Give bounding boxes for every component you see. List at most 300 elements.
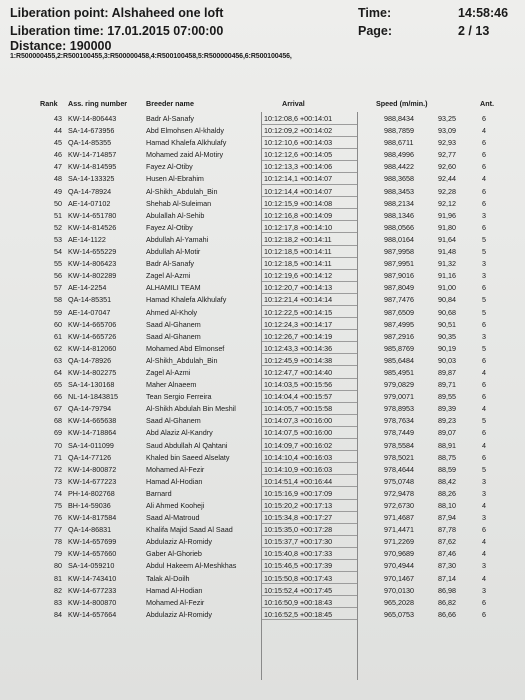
breeder-name-cell: Tean Sergio Ferreira: [146, 392, 212, 402]
ring-number-cell: QA-14-77126: [68, 452, 112, 462]
percent-cell: 89,07: [438, 428, 456, 438]
percent-cell: 89,55: [438, 392, 456, 402]
speed-cell: 978,7449: [384, 428, 414, 438]
ring-number-cell: KW-14-718864: [68, 428, 117, 438]
percent-cell: 88,59: [438, 464, 456, 474]
table-row: [0, 547, 525, 559]
percent-cell: 91,80: [438, 222, 456, 232]
arrival-cell: 10:14:10,4 +00:16:03: [264, 452, 333, 462]
breeder-name-cell: Mohamed Al-Fezir: [146, 464, 205, 474]
ant-cell: 5: [482, 234, 486, 244]
rank-cell: 54: [54, 247, 62, 257]
table-row: [0, 559, 525, 571]
column-header-ring: Ass. ring number: [68, 99, 128, 108]
ant-cell: 6: [482, 597, 486, 607]
time-label: Time:: [358, 6, 392, 20]
speed-cell: 971,4687: [384, 513, 414, 523]
table-row: [0, 293, 525, 305]
percent-cell: 90,03: [438, 355, 456, 365]
ring-number-cell: KW-14-714857: [68, 150, 117, 160]
speed-cell: 988,2134: [384, 198, 414, 208]
arrival-cell: 10:12:47,7 +00:14:40: [264, 367, 333, 377]
rank-cell: 60: [54, 319, 62, 329]
ant-cell: 3: [482, 585, 486, 595]
table-row: [0, 439, 525, 451]
ring-number-cell: QA-14-79794: [68, 404, 112, 414]
breeder-name-cell: Hamad Al-Hodian: [146, 585, 203, 595]
ant-cell: 6: [482, 428, 486, 438]
arrival-cell: 10:12:14,1 +00:14:07: [264, 174, 333, 184]
speed-cell: 978,7634: [384, 416, 414, 426]
breeder-name-cell: ALHAMILI TEAM: [146, 283, 201, 293]
speed-cell: 975,0748: [384, 476, 414, 486]
ant-cell: 6: [482, 380, 486, 390]
rank-cell: 76: [54, 513, 62, 523]
table-row: [0, 197, 525, 209]
arrival-cell: 10:15:46,5 +00:17:39: [264, 561, 333, 571]
arrival-cell: 10:14:03,5 +00:15:56: [264, 380, 333, 390]
table-row: [0, 185, 525, 197]
speed-cell: 988,3453: [384, 186, 414, 196]
arrival-cell: 10:16:50,9 +00:18:43: [264, 597, 333, 607]
ant-cell: 6: [482, 138, 486, 148]
ant-cell: 4: [482, 174, 486, 184]
percent-cell: 87,62: [438, 537, 456, 547]
rank-cell: 72: [54, 464, 62, 474]
ring-number-cell: KW-14-665638: [68, 416, 117, 426]
page-number: 2 / 13: [458, 24, 490, 38]
ring-number-cell: KW-14-814526: [68, 222, 117, 232]
rank-cell: 73: [54, 476, 62, 486]
ring-number-cell: PH-14-802768: [68, 488, 115, 498]
speed-cell: 988,7859: [384, 126, 414, 136]
ant-cell: 5: [482, 464, 486, 474]
speed-cell: 970,1467: [384, 573, 414, 583]
breeder-name-cell: Saad Al-Matroud: [146, 513, 200, 523]
ring-number-cell: KW-14-743410: [68, 573, 117, 583]
ring-number-cell: AE-14-1122: [68, 234, 106, 244]
percent-cell: 86,98: [438, 585, 456, 595]
speed-cell: 988,4996: [384, 150, 414, 160]
breeder-name-cell: Al-Shikh_Abdulah_Bin: [146, 186, 218, 196]
speed-cell: 987,4995: [384, 319, 414, 329]
percent-cell: 93,25: [438, 114, 456, 123]
table-row: [0, 499, 525, 511]
ant-cell: 6: [482, 283, 486, 293]
arrival-cell: 10:15:16,9 +00:17:09: [264, 488, 333, 498]
arrival-cell: 10:12:22,5 +00:14:15: [264, 307, 333, 317]
breeder-name-cell: Husen Al-Ebrahim: [146, 174, 204, 184]
rank-cell: 74: [54, 488, 62, 498]
rank-cell: 57: [54, 283, 62, 293]
percent-cell: 93,09: [438, 126, 456, 136]
arrival-cell: 10:12:10,6 +00:14:03: [264, 138, 333, 148]
table-row: [0, 402, 525, 414]
speed-cell: 978,5021: [384, 452, 414, 462]
breeder-name-cell: Saad Al-Ghanem: [146, 416, 201, 426]
percent-cell: 87,94: [438, 513, 456, 523]
rank-cell: 58: [54, 295, 62, 305]
speed-cell: 987,9958: [384, 247, 414, 257]
liberation-point: Liberation point: Alshaheed one loft: [10, 6, 224, 20]
ant-cell: 6: [482, 150, 486, 160]
percent-cell: 92,28: [438, 186, 456, 196]
speed-cell: 987,2916: [384, 331, 414, 341]
percent-cell: 86,82: [438, 597, 456, 607]
percent-cell: 92,93: [438, 138, 456, 148]
table-row: [0, 414, 525, 426]
ring-number-cell: KW-14-665706: [68, 319, 117, 329]
arrival-cell: 10:14:05,7 +00:15:58: [264, 404, 333, 414]
ant-cell: 4: [482, 126, 486, 136]
breeder-name-cell: Abdul Hakeem Al-Meshkhas: [146, 561, 237, 571]
breeder-name-cell: Al-Shikh Abdulah Bin Meshil: [146, 404, 236, 414]
percent-cell: 90,68: [438, 307, 456, 317]
ant-cell: 6: [482, 114, 486, 123]
rank-cell: 59: [54, 307, 62, 317]
table-row: [0, 257, 525, 269]
percent-cell: 90,84: [438, 295, 456, 305]
table-row: [0, 378, 525, 390]
rank-cell: 79: [54, 549, 62, 559]
ring-number-cell: KW-14-806423: [68, 259, 117, 269]
ant-cell: 5: [482, 247, 486, 257]
ring-number-cell: KW-14-800872: [68, 464, 117, 474]
ant-cell: 4: [482, 367, 486, 377]
table-row: [0, 245, 525, 257]
breeder-name-cell: Mohamed Abd Elmonsef: [146, 343, 225, 353]
rank-cell: 55: [54, 259, 62, 269]
ring-number-cell: KW-14-802275: [68, 367, 117, 377]
liberation-time: Liberation time: 17.01.2015 07:00:00: [10, 24, 224, 38]
rank-cell: 82: [54, 585, 62, 595]
speed-cell: 987,9016: [384, 271, 414, 281]
breeder-name-cell: Gaber Al-Ghorieb: [146, 549, 202, 559]
ant-cell: 4: [482, 404, 486, 414]
speed-cell: 972,9478: [384, 488, 414, 498]
rank-cell: 77: [54, 525, 62, 535]
rank-cell: 68: [54, 416, 62, 426]
rank-cell: 49: [54, 186, 62, 196]
speed-cell: 970,0130: [384, 585, 414, 595]
arrival-cell: 10:16:52,5 +00:18:45: [264, 609, 333, 619]
breeder-name-cell: Abdullah Al-Yamahi: [146, 234, 209, 244]
column-header-ant: Ant.: [480, 99, 494, 108]
header-right: [358, 4, 518, 40]
percent-cell: 91,00: [438, 283, 456, 293]
breeder-name-cell: Abdulaziz Al-Romidy: [146, 609, 212, 619]
speed-cell: 965,0753: [384, 609, 414, 619]
ring-number-cell: KW-14-657699: [68, 537, 117, 547]
table-row: [0, 487, 525, 499]
percent-cell: 89,39: [438, 404, 456, 414]
ant-cell: 5: [482, 295, 486, 305]
table-row: [0, 342, 525, 354]
ring-number-cell: KW-14-657664: [68, 609, 117, 619]
ring-number-cell: KW-14-817584: [68, 513, 117, 523]
breeder-name-cell: Saud Abdullah Al Qahtani: [146, 440, 228, 450]
rank-cell: 44: [54, 126, 62, 136]
arrival-cell: 10:12:43,3 +00:14:36: [264, 343, 333, 353]
ant-cell: 6: [482, 186, 486, 196]
ant-cell: 5: [482, 343, 486, 353]
arrival-cell: 10:12:12,6 +00:14:05: [264, 150, 333, 160]
rank-cell: 63: [54, 355, 62, 365]
percent-cell: 90,19: [438, 343, 456, 353]
ring-number-cell: KW-14-665726: [68, 331, 117, 341]
rank-cell: 45: [54, 138, 62, 148]
speed-cell: 987,9951: [384, 259, 414, 269]
ant-cell: 3: [482, 476, 486, 486]
arrival-cell: 10:12:18,5 +00:14:11: [264, 247, 332, 257]
breeder-name-cell: Abdullah Al-Motir: [146, 247, 201, 257]
percent-cell: 88,75: [438, 452, 456, 462]
table-row: [0, 136, 525, 148]
percent-cell: 92,77: [438, 150, 456, 160]
arrival-cell: 10:12:18,2 +00:14:11: [264, 234, 332, 244]
table-row: [0, 608, 525, 620]
arrival-cell: 10:14:07,3 +00:16:00: [264, 416, 333, 426]
column-header-rank: Rank: [40, 99, 58, 108]
table-row: [0, 306, 525, 318]
ant-cell: 3: [482, 259, 486, 269]
ring-number-cell: KW-14-806443: [68, 114, 117, 123]
ring-number-cell: SA-14-673956: [68, 126, 115, 136]
ant-cell: 6: [482, 525, 486, 535]
rank-cell: 53: [54, 234, 62, 244]
speed-cell: 971,4471: [384, 525, 414, 535]
ring-number-cell: SA-14-011099: [68, 440, 114, 450]
breeder-name-cell: Barnard: [146, 488, 172, 498]
header-left: [10, 4, 223, 40]
arrival-cell: 10:12:15,9 +00:14:08: [264, 198, 333, 208]
percent-cell: 90,51: [438, 319, 456, 329]
breeder-name-cell: Hamad Al-Hodian: [146, 476, 203, 486]
breeder-name-cell: Saad Al-Ghanem: [146, 319, 201, 329]
percent-cell: 92,60: [438, 162, 456, 172]
ring-number-cell: QA-14-86831: [68, 525, 112, 535]
arrival-cell: 10:15:52,4 +00:17:45: [264, 585, 333, 595]
speed-cell: 965,2028: [384, 597, 414, 607]
breeder-name-cell: Zagel Al-Azmi: [146, 271, 191, 281]
speed-cell: 988,4422: [384, 162, 414, 172]
percent-cell: 89,87: [438, 367, 456, 377]
arrival-cell: 10:12:17,8 +00:14:10: [264, 222, 333, 232]
ring-number-cell: KW-14-655229: [68, 247, 117, 257]
speed-cell: 971,2269: [384, 537, 414, 547]
arrival-cell: 10:12:21,4 +00:14:14: [264, 295, 333, 305]
percent-cell: 88,26: [438, 488, 456, 498]
arrival-cell: 10:12:24,3 +00:14:17: [264, 319, 333, 329]
rank-cell: 65: [54, 380, 62, 390]
table-row: [0, 209, 525, 221]
ant-cell: 3: [482, 271, 486, 281]
table-row: [0, 269, 525, 281]
table-row: [0, 148, 525, 160]
table-row: [0, 390, 525, 402]
ring-number-cell: NL-14-1843815: [68, 392, 118, 402]
breeder-name-cell: Maher Alnaeem: [146, 380, 197, 390]
percent-cell: 87,14: [438, 573, 456, 583]
ring-number-cell: KW-14-814595: [68, 162, 117, 172]
percent-cell: 91,16: [438, 271, 456, 281]
breeder-name-cell: Fayez Al-Otiby: [146, 162, 193, 172]
table-row: [0, 366, 525, 378]
breeder-name-cell: Hamad Khalefa Alkhulafy: [146, 138, 227, 148]
speed-cell: 988,3658: [384, 174, 414, 184]
ant-cell: 6: [482, 355, 486, 365]
rank-cell: 56: [54, 271, 62, 281]
ant-cell: 4: [482, 537, 486, 547]
ring-number-cell: KW-14-677223: [68, 476, 117, 486]
percent-cell: 87,78: [438, 525, 456, 535]
ring-number-cell: KW-14-677233: [68, 585, 117, 595]
table-row: [0, 221, 525, 233]
breeder-name-cell: Fayez Al-Otiby: [146, 222, 193, 232]
arrival-cell: 10:14:51,4 +00:16:44: [264, 476, 333, 486]
ant-cell: 4: [482, 573, 486, 583]
speed-cell: 987,8049: [384, 283, 414, 293]
table-row: [0, 172, 525, 184]
table-row: [0, 318, 525, 330]
speed-cell: 979,0829: [384, 380, 414, 390]
breeder-name-cell: Zagel Al-Azmi: [146, 367, 191, 377]
ant-cell: 3: [482, 331, 486, 341]
rank-cell: 46: [54, 150, 62, 160]
ant-cell: 6: [482, 392, 486, 402]
column-header-arrival: Arrival: [282, 99, 305, 108]
column-header-speed: Speed (m/min.): [376, 99, 428, 108]
percent-cell: 87,46: [438, 549, 456, 559]
table-row: [0, 124, 525, 136]
rank-cell: 75: [54, 501, 62, 510]
ant-cell: 6: [482, 198, 486, 208]
breeder-name-cell: Ali Ahmed Kooheji: [146, 501, 205, 510]
rank-cell: 62: [54, 343, 62, 353]
percent-cell: 88,42: [438, 476, 456, 486]
percent-cell: 91,96: [438, 210, 456, 220]
table-row: [0, 523, 525, 535]
ring-number-cell: QA-14-85351: [68, 295, 112, 305]
table-row: [0, 233, 525, 245]
time-value: 14:58:46: [458, 6, 509, 20]
rank-cell: 43: [54, 114, 62, 123]
ant-cell: 6: [482, 222, 486, 232]
ant-cell: 6: [482, 452, 486, 462]
ring-number-cell: BH-14-59036: [68, 501, 111, 510]
ant-cell: 6: [482, 162, 486, 172]
speed-cell: 985,8769: [384, 343, 414, 353]
breeder-name-cell: Shehab Al-Suleiman: [146, 198, 212, 208]
table-row: [0, 572, 525, 584]
speed-cell: 979,0071: [384, 392, 414, 402]
arrival-cell: 10:15:34,8 +00:17:27: [264, 513, 333, 523]
rank-cell: 71: [54, 452, 62, 462]
ant-cell: 6: [482, 319, 486, 329]
column-header-breeder: Breeder name: [146, 99, 194, 108]
breeder-name-cell: Abulallah Al-Sehib: [146, 210, 205, 220]
breeder-name-cell: Mohamed zaid Al-Motiry: [146, 150, 224, 160]
rank-cell: 84: [54, 609, 62, 619]
ring-number-cell: SA-14-130168: [68, 380, 115, 390]
speed-cell: 978,4644: [384, 464, 414, 474]
percent-cell: 92,12: [438, 198, 456, 208]
percent-cell: 91,32: [438, 259, 456, 269]
ant-cell: 6: [482, 609, 486, 619]
ring-number-cell: AE-14-07102: [68, 198, 111, 208]
arrival-cell: 10:12:13,3 +00:14:06: [264, 162, 333, 172]
breeder-name-cell: Saad Al-Ghanem: [146, 331, 201, 341]
ant-cell: 3: [482, 488, 486, 498]
speed-cell: 970,4944: [384, 561, 414, 571]
arrival-cell: 10:15:35,0 +00:17:28: [264, 525, 333, 535]
rank-cell: 66: [54, 392, 62, 402]
arrival-cell: 10:12:14,4 +00:14:07: [264, 186, 333, 196]
ant-cell: 3: [482, 210, 486, 220]
percent-cell: 89,71: [438, 380, 456, 390]
table-row: [0, 596, 525, 608]
ring-number-cell: QA-14-78924: [68, 186, 112, 196]
percent-cell: 89,23: [438, 416, 456, 426]
arrival-cell: 10:12:19,6 +00:14:12: [264, 271, 333, 281]
ring-number-cell: AE-14-2254: [68, 283, 107, 293]
breeder-name-cell: Abd Elmohsen Al-khaldy: [146, 126, 224, 136]
rank-cell: 80: [54, 561, 62, 571]
ant-cell: 3: [482, 561, 486, 571]
percent-cell: 92,44: [438, 174, 456, 184]
arrival-cell: 10:15:50,8 +00:17:43: [264, 573, 333, 583]
ring-number-cell: QA-14-78926: [68, 355, 112, 365]
arrival-cell: 10:14:09,7 +00:16:02: [264, 440, 333, 450]
table-row: [0, 281, 525, 293]
ring-number-cell: KW-14-812060: [68, 343, 117, 353]
ring-number-cell: KW-14-800870: [68, 597, 117, 607]
arrival-cell: 10:12:18,5 +00:14:11: [264, 259, 332, 269]
ring-number-cell: SA-14-059210: [68, 561, 115, 571]
ring-number-cell: AE-14-07047: [68, 307, 111, 317]
arrival-cell: 10:15:40,8 +00:17:33: [264, 549, 333, 559]
ant-cell: 4: [482, 549, 486, 559]
ring-ranges: 1:R500000455,2:R500100455,3:R500000458,4:R500100458,5:R500000456,6:R500100456,: [10, 53, 292, 60]
ring-number-cell: KW-14-651780: [68, 210, 117, 220]
ant-cell: 4: [482, 440, 486, 450]
table-row: [0, 112, 525, 124]
rank-cell: 52: [54, 222, 62, 232]
percent-cell: 91,64: [438, 234, 456, 244]
speed-cell: 985,4951: [384, 367, 414, 377]
speed-cell: 972,6730: [384, 501, 414, 510]
rank-cell: 48: [54, 174, 62, 184]
rank-cell: 69: [54, 428, 62, 438]
ring-number-cell: KW-14-802289: [68, 271, 117, 281]
speed-cell: 988,0566: [384, 222, 414, 232]
ring-number-cell: KW-14-657660: [68, 549, 117, 559]
percent-cell: 88,10: [438, 501, 456, 510]
breeder-name-cell: Badr Al-Sanafy: [146, 259, 194, 269]
rank-cell: 78: [54, 537, 62, 547]
table-row: [0, 330, 525, 342]
ring-number-cell: QA-14-85355: [68, 138, 112, 148]
breeder-name-cell: Al-Shikh_Abdulah_Bin: [146, 355, 218, 365]
arrival-cell: 10:15:20,2 +00:17:13: [264, 501, 333, 510]
rank-cell: 81: [54, 573, 62, 583]
speed-cell: 988,0164: [384, 234, 414, 244]
speed-cell: 985,6484: [384, 355, 414, 365]
percent-cell: 86,66: [438, 609, 456, 619]
speed-cell: 978,5584: [384, 440, 414, 450]
speed-cell: 988,1346: [384, 210, 414, 220]
table-row: [0, 160, 525, 172]
